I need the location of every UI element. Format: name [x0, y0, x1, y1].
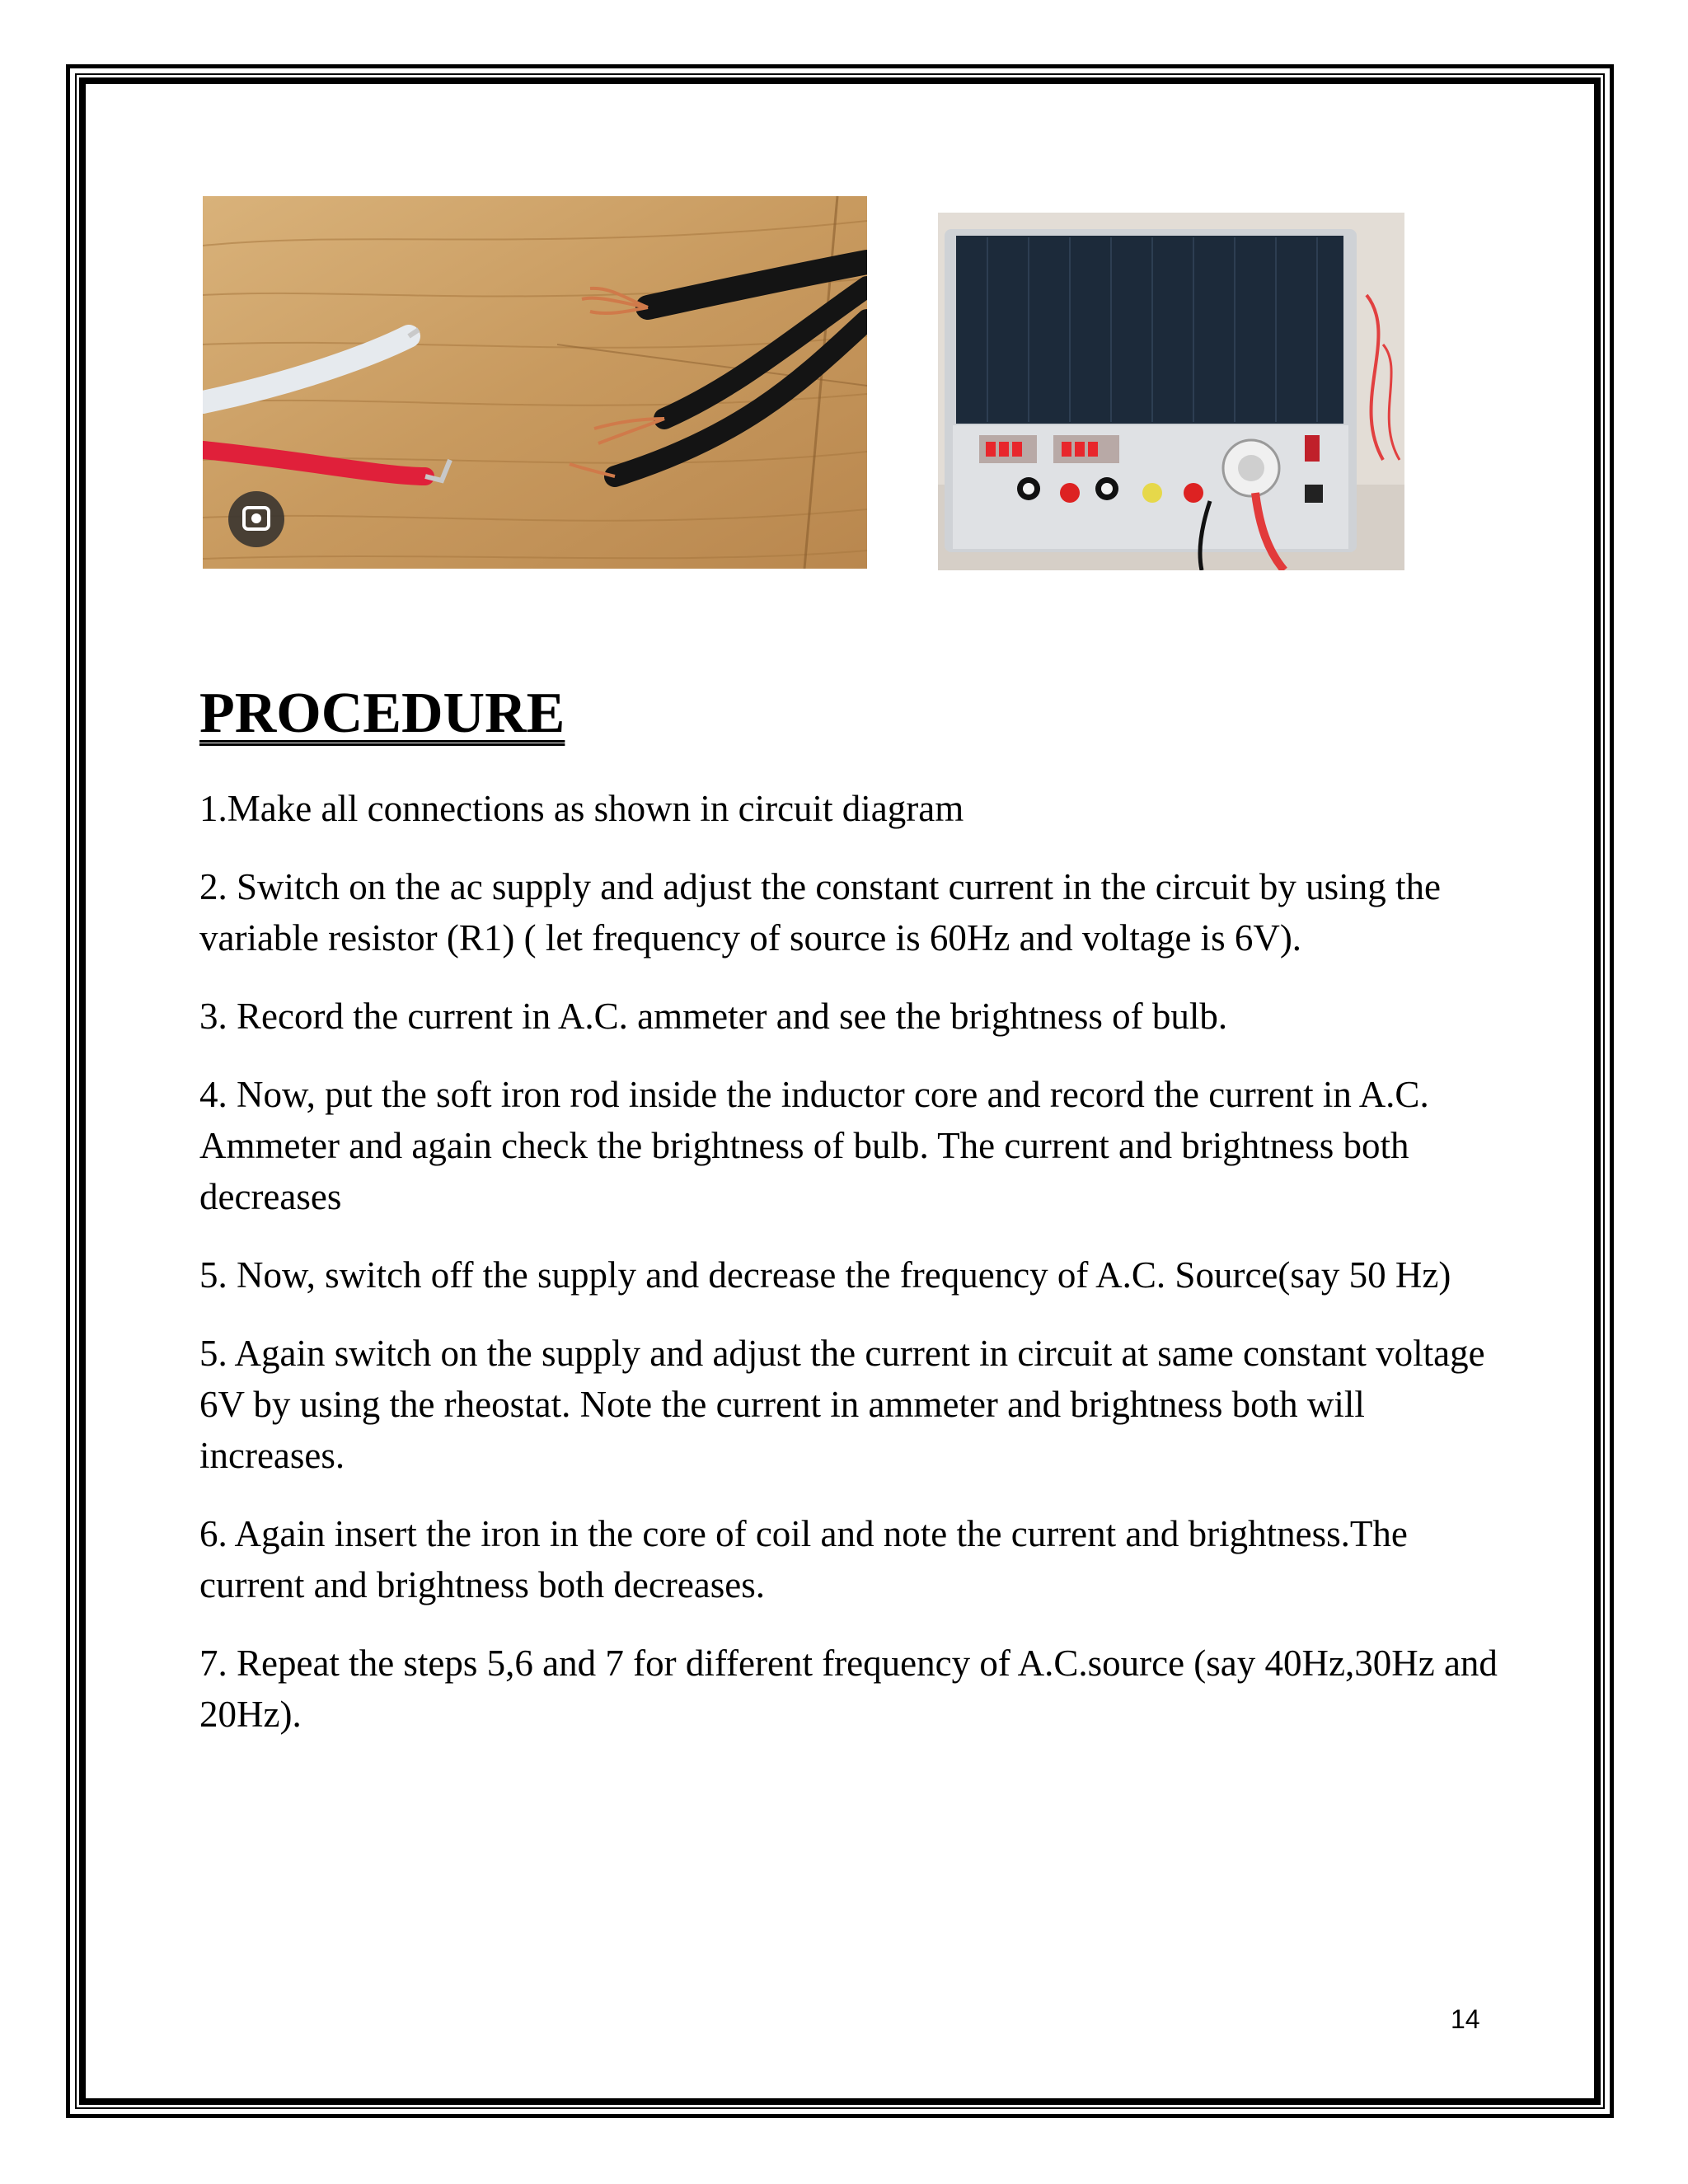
page-number: 14 — [1451, 2004, 1480, 2034]
section-heading: PROCEDURE — [199, 682, 565, 745]
procedure-step: 2. Switch on the ac supply and adjust the constant current in the circuit by using the variable resistor (R1) ( let frequency of source is 60Hz and voltage is 6V). — [199, 866, 1441, 958]
procedure-step: 4. Now, put the soft iron rod inside the inductor core and record the current in A.C. Ammeter and again check the brightness of bulb. The current and brightness both decreases — [199, 1074, 1429, 1217]
procedure-step: 6. Again insert the iron in the core of coil and note the current and brightness.The current and brightness both decreases. — [199, 1513, 1408, 1605]
procedure-step: 5. Now, switch off the supply and decrease the frequency of A.C. Source(say 50 Hz) — [199, 1254, 1451, 1296]
photo-stripped-wires — [203, 196, 867, 569]
lens-icon — [228, 491, 284, 547]
procedure-step: 5. Again switch on the supply and adjust the current in circuit at same constant voltage 6V by using the rheostat. Note the current in ammeter and brightness both will increases. — [199, 1333, 1485, 1476]
photo-ac-source-device — [938, 213, 1404, 570]
procedure-step: 7. Repeat the steps 5,6 and 7 for different frequency of A.C.source (say 40Hz,30Hz and 20Hz). — [199, 1643, 1498, 1735]
procedure-steps-list — [199, 783, 1502, 1767]
procedure-step: 3. Record the current in A.C. ammeter and see the brightness of bulb. — [199, 996, 1228, 1037]
procedure-step: 1.Make all connections as shown in circuit diagram — [199, 788, 964, 829]
